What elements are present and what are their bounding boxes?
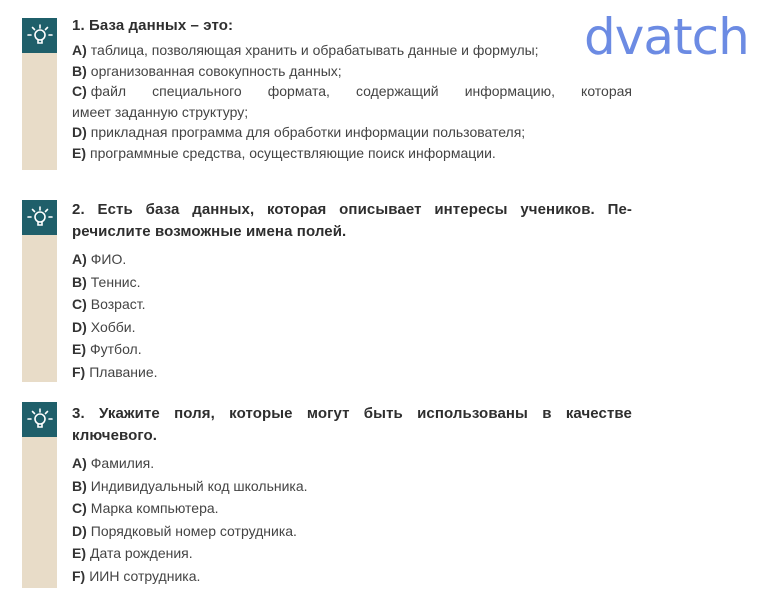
answer-option-continuation: имеет заданную структуру; bbox=[72, 103, 249, 120]
answer-option: B) Теннис. bbox=[72, 273, 141, 290]
watermark-text: dvatch bbox=[584, 8, 749, 66]
question-3-sidebar bbox=[22, 402, 57, 588]
answer-option: A) таблица, позволяющая хранить и обрабатывать данные и формулы; bbox=[72, 42, 539, 58]
answer-option: F) Плавание. bbox=[72, 363, 158, 380]
lightbulb-icon bbox=[22, 18, 57, 53]
answer-option: E) Дата рождения. bbox=[72, 545, 193, 561]
answer-option: E) программные средства, осуществляющие поиск информации. bbox=[72, 144, 496, 161]
answer-option: A) ФИО. bbox=[72, 251, 127, 267]
lightbulb-icon bbox=[22, 200, 57, 235]
answer-option: E) Футбол. bbox=[72, 341, 142, 357]
answer-option: C) Марка компьютера. bbox=[72, 500, 219, 516]
question-2-sidebar bbox=[22, 200, 57, 382]
answer-option: C) Возраст. bbox=[72, 296, 146, 312]
question-2-answers bbox=[72, 248, 632, 383]
question-1-answers bbox=[72, 40, 632, 163]
question-2-title-line-2: речислите возможные имена полей. bbox=[72, 223, 347, 240]
answer-option: B) Индивидуальный код школьника. bbox=[72, 477, 308, 494]
lightbulb-icon bbox=[22, 402, 57, 437]
answer-option: D) Хобби. bbox=[72, 318, 136, 335]
question-1-sidebar bbox=[22, 18, 57, 170]
question-3-title-line-2: ключевого. bbox=[72, 427, 158, 444]
answer-option: D) Порядковый номер сотрудника. bbox=[72, 522, 297, 539]
answer-option: D) прикладная программа для обработки информации пользователя; bbox=[72, 124, 526, 140]
question-2-title-line-1: 2. Есть база данных, которая описывает интересы учеников. Пе- bbox=[72, 201, 632, 218]
question-3-title-line-1: 3. Укажите поля, которые могут быть использованы в качестве bbox=[72, 405, 632, 422]
answer-option: F) ИИН сотрудника. bbox=[72, 567, 201, 584]
answer-option: A) Фамилия. bbox=[72, 455, 155, 471]
answer-option: C) файл специального формата, содержащий информацию, которая bbox=[72, 83, 632, 99]
question-3-answers bbox=[72, 452, 632, 587]
question-1-title: 1. База данных – это: bbox=[72, 17, 234, 34]
answer-option: B) организованная совокупность данных; bbox=[72, 62, 342, 79]
